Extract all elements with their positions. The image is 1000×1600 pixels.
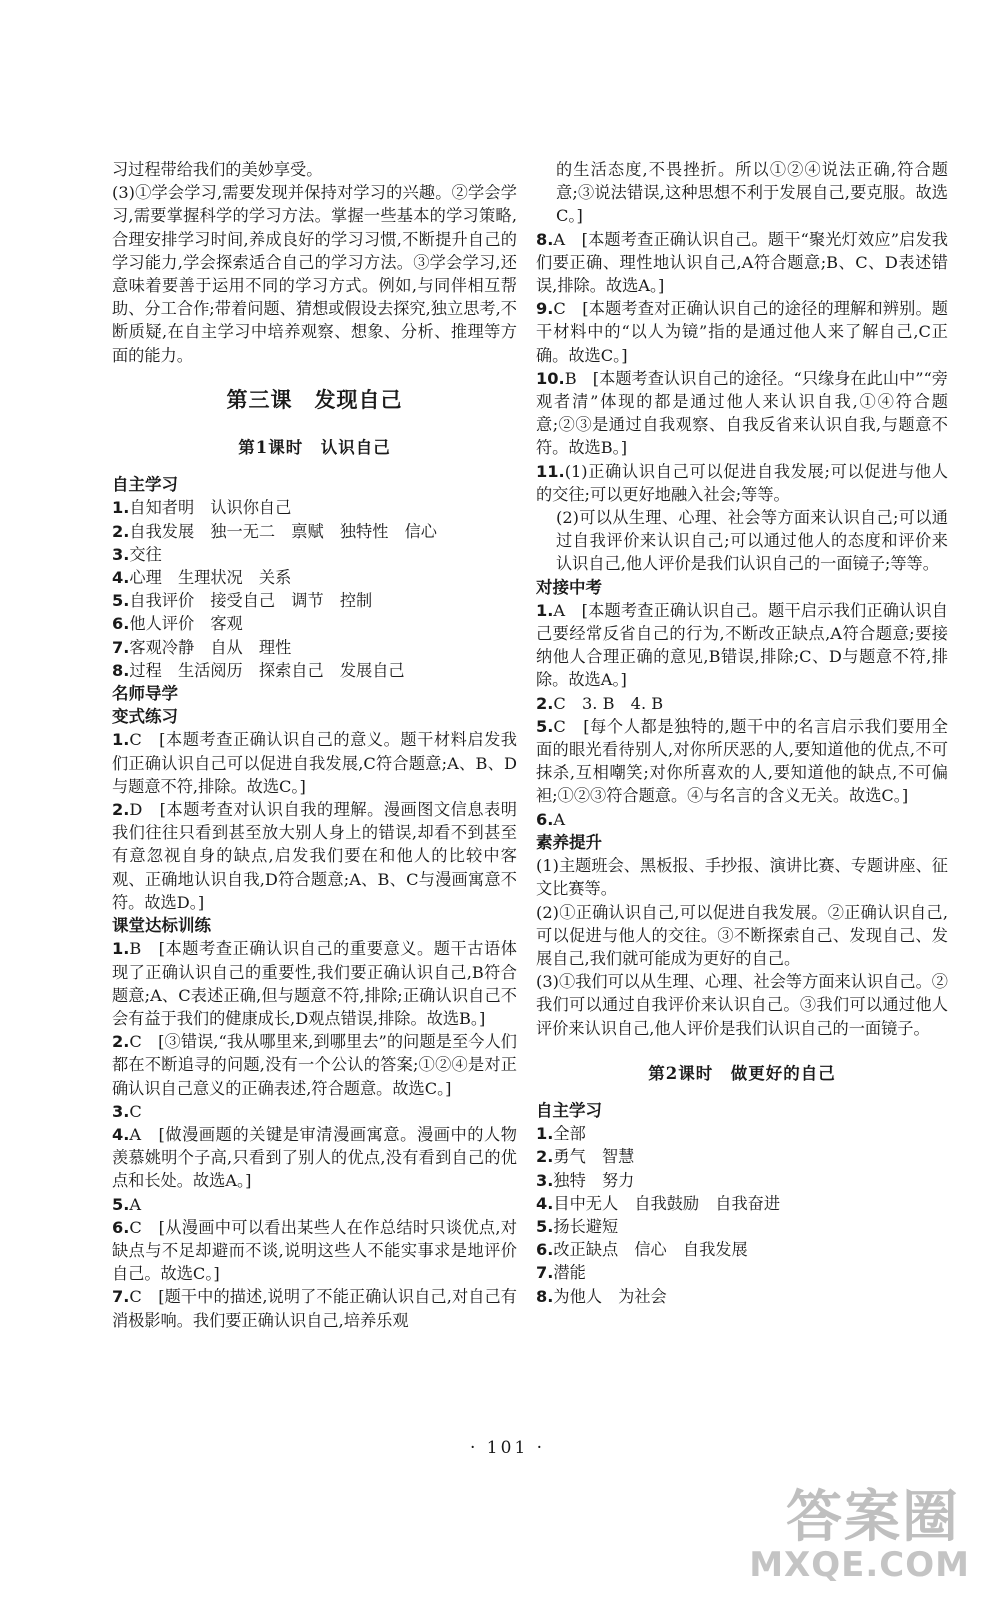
list-item: 3.独特 努力: [536, 1170, 635, 1190]
list-item: 2.D [本题考查对认识自我的理解。漫画图文信息表明我们往往只看到甚至放大别人身上的错误,却看不到甚至有意忽视自身的缺点,启发我们要在和他人的比较中客观、正确地认识自我,D符合题意;A、B、C与漫画寓意不符。故选D。]: [112, 800, 517, 912]
list-item: 2.C [③错误,“我从哪里来,到哪里去”的问题是至今人们都在不断追寻的问题,没有一个公认的答案;①②④是对正确认识自己意义的正确表述,符合题意。故选C。]: [112, 1032, 517, 1098]
watermark-site: MXQE.COM: [749, 1545, 970, 1585]
list-item: 2.勇气 智慧: [536, 1147, 635, 1167]
ketang-list-continued: [536, 228, 948, 576]
list-item: 3.交往: [112, 544, 162, 564]
list-item: 4.心理 生理状况 关系: [112, 568, 292, 588]
list-item: 8.A [本题考查正确认识自己。题干“聚光灯效应”启发我们要正确、理性地认识自己,A符合题意;B、C、D表述错误,排除。故选A。]: [536, 229, 948, 296]
list-item: 6.他人评价 客观: [112, 614, 243, 634]
period-title-1: 第1课时 认识自己: [238, 438, 391, 458]
suyang-list: [536, 854, 948, 1040]
list-item: 2.自我发展 独一无二 禀赋 独特性 信心: [112, 521, 437, 541]
list-item: 5.C [每个人都是独特的,题干中的名言启示我们要用全面的眼光看待别人,对你所厌恶的人,要知道他的优点,不可抹杀,互相嘲笑;对你所喜欢的人,要知道他的缺点,不可偏袒;①②③符合题意。④与名言的含义无关。故选C。]: [536, 716, 948, 806]
list-item: 1.全部: [536, 1124, 586, 1144]
list-item: (3)①我们可以从生理、心理、社会等方面来认识自己。②我们可以通过自我评价来认识自己。③我们可以通过他人评价来认识自己,他人评价是我们认识自己的一面镜子。: [536, 972, 948, 1038]
list-item: 8.过程 生活阅历 探索自己 发展自己: [112, 660, 405, 680]
list-item: 10.B [本题考查认识自己的途径。“只缘身在此山中”“旁观者清”体现的都是通过他人来认识自我,①④符合题意;②③是通过自我观察、自我反省来认识自我,与题意不符。故选B。]: [536, 368, 948, 458]
list-item: 3.C: [112, 1101, 142, 1121]
list-item: 5.扬长避短: [536, 1216, 619, 1236]
left-column: [112, 158, 517, 1332]
list-item: 5.自我评价 接受自己 调节 控制: [112, 591, 373, 611]
list-item-sub: (2)可以从生理、心理、社会等方面来认识自己;可以通过自我评价来认识自己;可以通过他人的态度和评价来认识自己,他人评价是我们认识自己的一面镜子;等等。: [556, 508, 948, 574]
zizhu2-list: [536, 1122, 948, 1308]
continued-answer: 的生活态度,不畏挫折。所以①②④说法正确,符合题意;③说法错误,这种思想不利于发展自己,要克服。故选C。]: [556, 160, 948, 226]
list-item: 4.A [做漫画题的关键是审清漫画寓意。漫画中的人物羡慕姚明个子高,只看到了别人的优点,没有看到自己的优点和长处。故选A。]: [112, 1124, 517, 1191]
bianshi-list: [112, 728, 517, 914]
watermark-logo: 答案圈: [786, 1485, 960, 1550]
list-item: 7.客观冷静 自从 理性: [112, 637, 292, 657]
list-item: 1.B [本题考查正确认识自己的重要意义。题干古语体现了正确认识自己的重要性,我们要正确认识自己,B符合题意;A、C表述正确,但与题意不符,排除;正确认识自己不会有益于我们的健康成长,D观点错误,排除。故选B。]: [112, 939, 517, 1028]
list-item: (1)主题班会、黑板报、手抄报、演讲比赛、专题讲座、征文比赛等。: [536, 856, 948, 899]
list-item: (2)①正确认识自己,可以促进自我发展。②正确认识自己,可以促进与他人的交往。③不断探索自己、发现自己、发展自己,我们就可能成为更好的自己。: [536, 902, 948, 968]
page-number: · 101 ·: [470, 1438, 546, 1458]
section-heading-zizhu-2: 自主学习: [536, 1100, 602, 1120]
right-column: [536, 158, 948, 1308]
list-item: 4.目中无人 自我鼓励 自我奋进: [536, 1193, 781, 1213]
zizhu-list: [112, 496, 517, 682]
zhongkao-list: [536, 599, 948, 831]
list-item: 1.自知者明 认识你自己: [112, 498, 292, 518]
section-heading-suyang: 素养提升: [536, 832, 602, 852]
list-item: 6.C [从漫画中可以看出某些人在作总结时只谈优点,对缺点与不足却避而不谈,说明这些人不能实事求是地评价自己。故选C。]: [112, 1217, 517, 1284]
list-item: 6.改正缺点 信心 自我发展: [536, 1240, 748, 1260]
list-item: 6.A: [536, 809, 566, 829]
section-heading-zizhu: 自主学习: [112, 475, 178, 495]
list-item: 7.C [题干中的描述,说明了不能正确认识自己,对自己有消极影响。我们要正确认识自己,培养乐观: [112, 1287, 517, 1330]
list-item: 8.为他人 为社会: [536, 1286, 667, 1306]
lesson-title: 第三课 发现自己: [226, 387, 403, 412]
intro-paragraph: (3)①学会学习,需要发现并保持对学习的兴趣。②学会学习,需要掌握科学的学习方法。掌握一些基本的学习策略,合理安排学习时间,养成良好的学习习惯,不断提升自己的学习能力,学会探索适合自己的学习方法。③学会学习,还意味着要善于运用不同的学习方式。例如,与同伴相互帮助、分工合作;带着问题、猜想或假设去探究,独立思考,不断质疑,在自主学习中培养观察、想象、分析、推理等方面的能力。: [112, 183, 517, 365]
list-item: 1.A [本题考查正确认识自己。题干启示我们正确认识自己要经常反省自己的行为,不断改正缺点,A符合题意;要接纳他人合理正确的意见,B错误,排除;C、D与题意不符,排除。故选A。]: [536, 600, 948, 690]
list-item: 2.C 3. B 4. B: [536, 693, 664, 713]
ketang-list: [112, 937, 517, 1331]
section-heading-ketang: 课堂达标训练: [112, 916, 211, 936]
list-item: 11.(1)正确认识自己可以促进自我发展;可以促进与他人的交往;可以更好地融入社会;等等。: [536, 461, 948, 504]
section-heading-zhongkao: 对接中考: [536, 577, 602, 597]
list-item: 1.C [本题考查正确认识自己的意义。题干材料启发我们正确认识自己可以促进自我发展,C符合题意;A、B、D与题意不符,排除。故选C。]: [112, 730, 517, 796]
intro-line: 习过程带给我们的美妙享受。: [112, 160, 323, 179]
list-item: 5.A: [112, 1194, 142, 1214]
period-title-2: 第2课时 做更好的自己: [648, 1063, 836, 1083]
section-heading-mingshi: 名师导学: [112, 684, 178, 704]
list-item: 9.C [本题考查对正确认识自己的途径的理解和辨别。题干材料中的“以人为镜”指的是通过他人来了解自己,C正确。故选C。]: [536, 299, 948, 365]
section-heading-bianshi: 变式练习: [112, 707, 178, 727]
list-item: 7.潜能: [536, 1263, 586, 1283]
